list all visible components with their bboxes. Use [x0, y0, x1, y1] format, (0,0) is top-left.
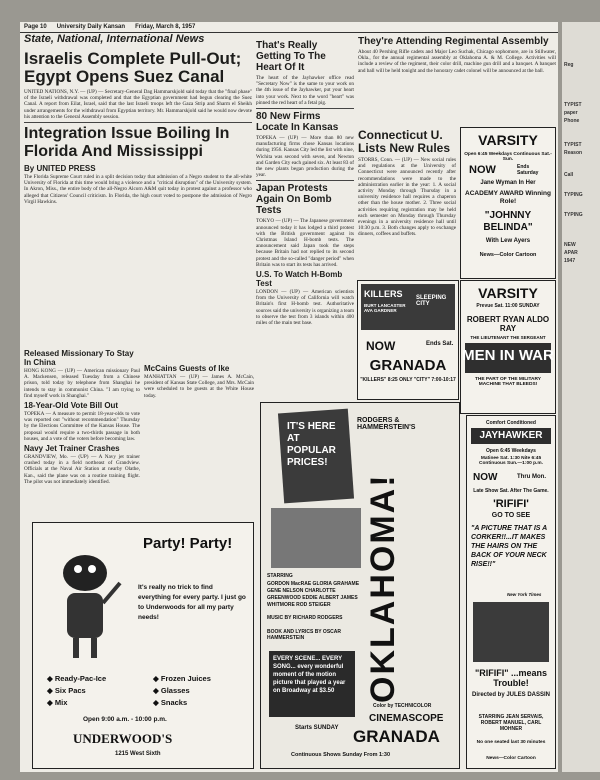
- heart-body: The heart of the Jayhawker office read "Secretary Now" is the same to your work on the 4th issue of the Jayhawker, put your heart into your work. Next to the word "heart" was pinned the red heart of a fetal pig.: [256, 75, 354, 106]
- producer-line: RODGERS & HAMMERSTEIN'S: [357, 417, 416, 431]
- jayhawker-rififi-ad: [466, 415, 556, 769]
- strip-text: Phone: [564, 118, 580, 124]
- rififi-title: 'RIFIFI': [493, 498, 529, 510]
- middle-news-column: [256, 38, 354, 368]
- varsity-costar: With Lew Ayers: [485, 238, 531, 244]
- technicolor-credit: Color by TECHNICOLOR: [373, 703, 432, 709]
- newspaper-page: [20, 22, 558, 772]
- japan-headline: Japan Protests Again On Bomb Tests: [256, 183, 332, 217]
- party-headline: Party! Party!: [143, 535, 233, 552]
- comfort-label: Comfort Conditioned: [486, 420, 536, 426]
- item-frozen-juices: Frozen Juices: [160, 674, 211, 683]
- killers-times: "KILLERS" 8:25 ONLY "CITY" 7:00-10:17: [360, 377, 456, 383]
- strip-text: APAR: [564, 250, 578, 256]
- varsity-ends: Ends Saturday: [517, 164, 539, 176]
- rififi-director: Directed by JULES DASSIN: [471, 692, 551, 698]
- strip-text: NEW: [564, 242, 576, 248]
- regimental-article: [358, 34, 556, 124]
- connecticut-article: [358, 127, 456, 277]
- jayhawker-thru: Thru Mon.: [517, 474, 546, 480]
- item-mix: Mix: [54, 698, 68, 707]
- connecticut-body: STORRS, Conn. — (UP) — New social rules and regulations at the University of Connecticut were announced recently after recommendations were made to the administration earlier in the year: 1. A social activity Monday through Thursday in a university residence hall requires a chaperon other than the house mother. 2. Three social activities requiring registration may be held each semester on Monday through Thursday evenings in a university residence hall until 10:30 p.m. 3. Both changes apply to exchange dinners, coffees and buffets.: [358, 157, 456, 238]
- missionary-body: HONG KONG — (UP) — American missionary Paul A. Mackensen, released Tuesday from a Chinese prison, told today by telephone from Shanghai he intends to stay in communist China. "I am trying to find myself work in Shanghai.": [24, 368, 140, 399]
- music-credit: MUSIC BY RICHARD RODGERS: [267, 615, 343, 621]
- votebill-headline: 18-Year-Old Vote Bill Out: [24, 401, 119, 411]
- strip-text: 1947: [564, 258, 576, 264]
- varsity-men-in-war-ad: [460, 280, 556, 414]
- strip-text: Call: [564, 172, 574, 178]
- strip-text: TYPIST: [564, 142, 582, 148]
- oklahoma-starts: Starts SUNDAY: [295, 725, 339, 731]
- party-pitch: It's really no trick to find everything for every party. I just go to Underwoods for all my party needs!: [138, 584, 246, 621]
- item-six-pacs: Six Pacs: [54, 686, 86, 695]
- varsity-times: Open 6:45 Weekdays Continuous Sat.-Sun.: [464, 152, 552, 162]
- navy-headline: Navy Jet Trainer Crashes: [24, 444, 120, 454]
- underwoods-ad: [32, 522, 254, 769]
- killers-ends: Ends Sat.: [426, 341, 454, 347]
- jayhawker-late: Late Show Sat. After The Game.: [473, 488, 549, 494]
- strip-text: paper: [564, 110, 578, 116]
- jayhawker-now: NOW: [473, 472, 498, 483]
- israel-headline: Israelis Complete Pull-Out; Egypt Opens Suez Canal: [24, 50, 242, 86]
- varsity-extra: News—Color Cartoon: [479, 252, 537, 258]
- page-header: [20, 22, 558, 33]
- cast-list: GORDON MacRAE GLORIA GRAHAME GENE NELSON CHARLOTTE GREENWOOD EDDIE ALBERT JAMES WHITMORE ROD STEIGER: [267, 581, 360, 608]
- strip-text: Reason: [564, 150, 583, 156]
- issue-date: Friday, March 8, 1957: [135, 24, 196, 30]
- rififi-stars: STARRING JEAN SERVAIS, ROBERT MANUEL, CARL MOHNER: [478, 714, 544, 732]
- store-address: 1215 West Sixth: [115, 751, 161, 757]
- rififi-means: "RIFIFI" ...means Trouble!: [474, 668, 548, 688]
- item-glasses: Glasses: [160, 686, 190, 695]
- men-in-war-tagline: THE PART OF THE MILITARY MACHINE THAT BLEEDS!: [475, 377, 541, 387]
- strip-text: TYPING: [564, 192, 583, 198]
- rififi-nobody: No one seated last 30 minutes: [476, 740, 546, 745]
- japan-body: TOKYO — (UP) — The Japanese government announced today it has lodged a third protest with the British government against its Christmas Island H-bomb tests. The announcement said Japan took the steps because Britain had not replied to its second protest and the so-called "danger period" when Britain was to start its tests has arrived.: [256, 218, 354, 268]
- granada-killers-ad: [357, 280, 459, 400]
- connecticut-headline: Connecticut U. Lists New Rules: [358, 128, 451, 155]
- left-news-column: [24, 50, 252, 355]
- varsity-mid-name: VARSITY: [478, 285, 538, 301]
- killers-now: NOW: [366, 339, 396, 353]
- cartoon-figure-icon: [45, 543, 125, 663]
- lyrics-credit: BOOK AND LYRICS BY OSCAR HAMMERSTEIN: [267, 629, 341, 641]
- navy-body: GRANDVIEW, Mo. — (UP) — A Navy jet trainer crashed today in a field northeast of Grandview. Officials at the Naval Air Station at nearby Olathe, Kan., said the plane was on a routine training flight. The pilot was not immediately identified.: [24, 454, 140, 485]
- varsity-johnny-belinda-ad: [460, 127, 556, 279]
- men-in-war-title: MEN IN WAR: [462, 347, 554, 364]
- varsity-title: "JOHNNY BELINDA": [483, 210, 533, 233]
- killers-theatre: GRANADA: [369, 357, 447, 374]
- cinemascope-logo: CINEMASCOPE: [369, 713, 444, 724]
- integration-byline: By UNITED PRESS: [24, 164, 96, 174]
- review-source: New York Times: [507, 592, 542, 597]
- strip-text: Reg: [564, 62, 574, 68]
- strip-text: TYPIST: [564, 102, 582, 108]
- oklahoma-theatre: GRANADA: [353, 727, 440, 746]
- mccains-body: MANHATTAN — (UP) — James A. McCain, president of Kansas State College, and Mrs. McCain were scheduled to be guests at the White House today.: [144, 374, 254, 399]
- jayhawker-open: Open 6:45 Weekdays: [486, 448, 536, 454]
- integration-body: The Florida Supreme Court ruled in a split decision today that admission of a Negro student to the all-white University of Florida at this time would bring a violence and a "critical disruption" of the University system. In Akron, Miss., the entire body of the all-Negro Alcorn A&M quit today in protest against a professor who alleged that Citizens' Council criticism. In Florida, the high court voted to postpone the admission of Negro Virgil Hawkins.: [24, 174, 252, 205]
- items-left-list: ◆ Ready-Pac-Ice ◆ Six Pacs ◆ Mix: [47, 674, 107, 707]
- varsity-mid-preview: Prevue Sat. 11:00 SUNDAY: [476, 303, 540, 309]
- go-to-see: GO TO SEE: [491, 512, 531, 519]
- mccains-headline: McCains Guests of Ike: [144, 364, 230, 373]
- sleeping-city-title: SLEEPING CITY: [416, 295, 447, 307]
- oklahoma-showtimes: Continuous Shows Sunday From 1:30: [291, 752, 391, 758]
- oklahoma-title: OKLAHOMA!: [364, 473, 402, 703]
- varsity-now: NOW: [469, 164, 496, 176]
- item-snacks: Snacks: [160, 698, 188, 707]
- firms-headline: 80 New Firms Locate In Kansas: [256, 111, 339, 134]
- oklahoma-ad: [260, 402, 460, 769]
- missionary-headline: Released Missionary To Stay In China: [24, 349, 134, 367]
- varsity-star-intro: Jane Wyman In Her: [480, 180, 536, 186]
- rififi-news: News—Color Cartoon: [486, 756, 536, 761]
- varsity-name: VARSITY: [478, 132, 538, 148]
- jayhawker-name: JAYHAWKER: [479, 430, 543, 441]
- ushbomb-body: LONDON — (UP) — American scientists from the University of California will watch Britain's first H-bomb test. Authoritative sources said the university is organizing a team to observe the test from 3 islands within 400 miles of the main test base.: [256, 289, 354, 327]
- regimental-body: About 40 Pershing Rifle cadets and Major Leo Suchak, Chicago sophomore, are in Stillwater, Okla., for the annual regimental assembly at Oklahoma A. & M. College. Activities will include a review of the regiment, their color drill, machine gun drill and a banquet. A banquet and ball will be held tonight and the honorary cadet colonel will be announced at the ball.: [358, 49, 556, 74]
- killers-title: KILLERS: [364, 289, 403, 299]
- item-ice: Ready-Pac-Ice: [54, 674, 107, 683]
- regimental-headline: They're Attending Regimental Assembly: [358, 36, 549, 47]
- page-number: Page 10: [24, 24, 47, 30]
- cast-intro: STARRING: [267, 573, 293, 579]
- section-title: State, National, International News: [24, 33, 205, 45]
- dancers-image: [271, 508, 361, 568]
- varsity-mid-roles: THE LIEUTENANT THE SERGEANT: [470, 335, 546, 340]
- firms-body: TOPEKA — (UP) — More than 80 new manufacturing firms chose Kansas locations during 1956. Kansas City led the list with nine, Wichita was second with seven, and Newton and Garden City each gained six. At least 83 of the new plants began production during the year.: [256, 135, 354, 179]
- lower-left-briefs: [24, 347, 140, 522]
- ushbomb-headline: U.S. To Watch H-Bomb Test: [256, 270, 343, 289]
- paper-name: University Daily Kansan: [56, 24, 126, 30]
- items-right-list: ◆ Frozen Juices ◆ Glasses ◆ Snacks: [153, 674, 211, 707]
- adjacent-page-strip: [562, 22, 600, 772]
- strip-text: TYPING: [564, 212, 583, 218]
- israel-body: UNITED NATIONS, N.Y. — (UP) — Secretary-General Dag Hammarskjold said today that the "final phase" of the Israeli withdrawal was completed and that the Egyptian government had begun clearing the Suez Canal. A report from Eilat, Israel, said that the last Israeli troops left the Gaza Strip and Sharm el Sheikh under arrangements for the withdrawal from Egyptian territory. Mr. Hammarskjold said he would now devote his attention to the General Assembly session.: [24, 89, 252, 120]
- votebill-body: TOPEKA — A measure to permit 18-year-olds to vote was reported out "without recommendation" Thursday by the Elections Committee of the Kansas House. The proposal would require a two-thirds passage in both houses, and a vote of the voters before becoming law.: [24, 411, 140, 442]
- integration-headline: Integration Issue Boiling In Florida And Mississippi: [24, 125, 230, 161]
- every-song-text: EVERY SCENE... EVERY SONG... every wonderful moment of the motion picture that played a year on Broadway at $3.50: [273, 656, 346, 694]
- jayhawker-matinee: Matinee Sat. 1:30 Nite 6:45 Continuous Sun.—1:00 p.m.: [479, 456, 543, 466]
- varsity-award: ACADEMY AWARD Winning Role!: [465, 190, 551, 205]
- rififi-still-image: [473, 602, 549, 662]
- rififi-tagline: "A PICTURE THAT IS A CORKER!!...IT MAKES THE HAIRS ON THE BACK OF YOUR NECK RISE!!": [471, 525, 547, 568]
- varsity-mid-stars: ROBERT RYAN ALDO RAY: [466, 315, 550, 333]
- popular-prices-text: IT'S HERE AT POPULAR PRICES!: [287, 421, 336, 468]
- heart-headline: That's Really Getting To The Heart Of It: [256, 40, 326, 73]
- store-hours: Open 9:00 a.m. - 10:00 p.m.: [83, 716, 167, 723]
- lower-mid-briefs: [144, 362, 254, 522]
- killers-stars: BURT LANCASTER AVA GARDNER: [364, 303, 406, 313]
- store-name: UNDERWOOD'S: [73, 731, 173, 746]
